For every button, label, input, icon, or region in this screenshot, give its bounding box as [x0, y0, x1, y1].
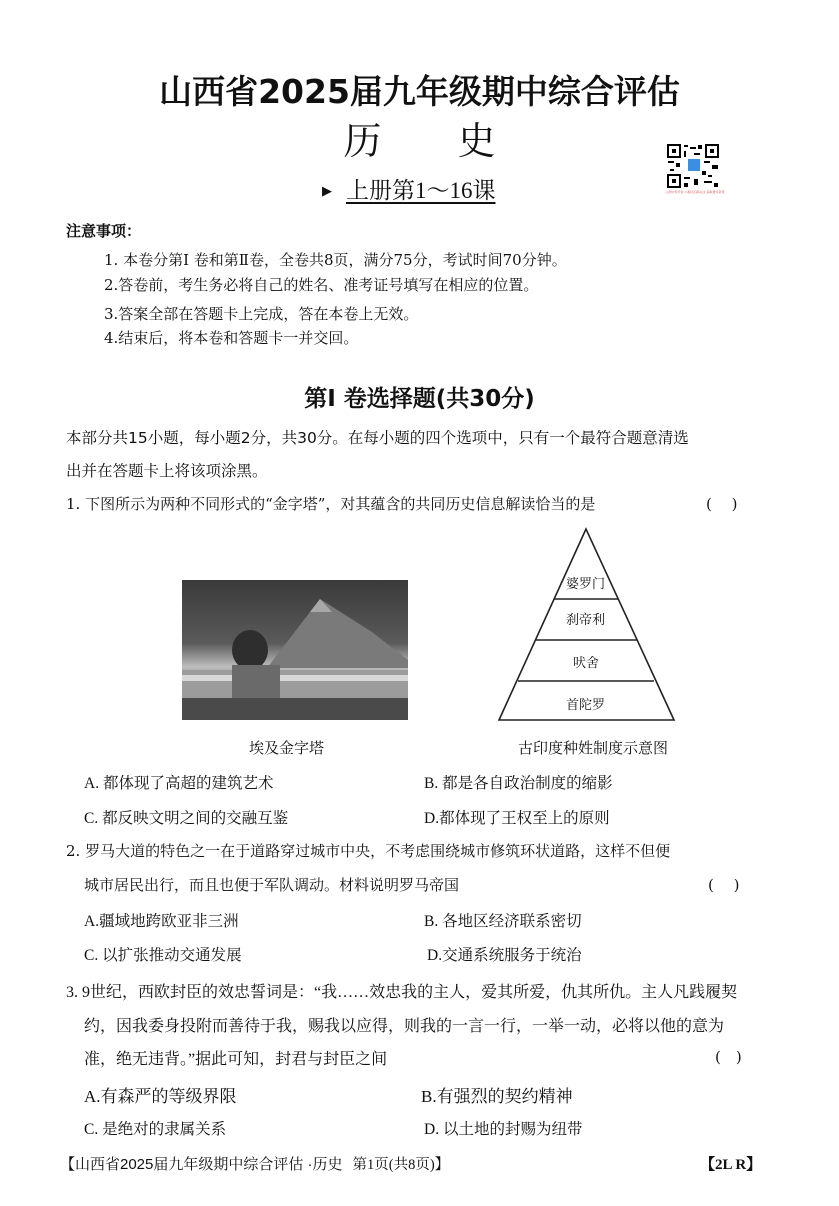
qr-caption: 山西中考平台 小程序扫码关注 获取更多资讯 — [665, 190, 725, 194]
notice-item: 2.答卷前，考生务必将自己的姓名、准考证号填写在相应的位置。 — [104, 276, 539, 294]
answer-blank: ( ) — [706, 495, 738, 513]
footer-exam-name: 【山西省2025届九年级期中综合评估 ·历史 — [60, 1156, 343, 1173]
caste-level-kshatriya: 刹帝利 — [566, 613, 606, 628]
figure-caption-caste: 古印度种姓制度示意图 — [518, 741, 669, 757]
caste-level-brahmin: 婆罗门 — [566, 577, 606, 592]
option-d[interactable]: D. 以土地的封赐为纽带 — [424, 1121, 583, 1138]
option-c[interactable]: C. 是绝对的隶属关系 — [84, 1121, 227, 1138]
option-b[interactable]: B. 都是各自政治制度的缩影 — [424, 775, 613, 792]
qr-code-icon[interactable] — [666, 143, 720, 189]
scope-line — [322, 172, 496, 205]
question-1-stem: 1. 下图所示为两种不同形式的“金字塔”，对其蕴含的共同历史信息解读恰当的是 — [66, 495, 596, 513]
notice-item: 1. 本卷分第Ⅰ 卷和第Ⅱ卷，全卷共8页，满分75分，考试时间70分钟。 — [104, 251, 567, 269]
option-d[interactable]: D.交通系统服务于统治 — [427, 947, 582, 964]
scope-label: 上册第1～16课 — [346, 178, 496, 203]
question-2-stem: 城市居民出行，而且也便于军队调动。材料说明罗马帝国 — [84, 876, 460, 894]
egypt-pyramid-photo — [182, 580, 408, 720]
section-title: 第Ⅰ 卷选择题(共30分) — [304, 386, 535, 412]
caste-level-vaishya: 吠舍 — [573, 656, 600, 671]
option-c[interactable]: C. 都反映文明之间的交融互鉴 — [84, 810, 289, 827]
caste-level-shudra: 首陀罗 — [566, 698, 606, 713]
question-3-stem: 约，因我委身投附而善待于我，赐我以应得，则我的一言一行，一举一动，必将以他的意为 — [84, 1018, 725, 1035]
question-3-stem: 3. 9世纪，西欧封臣的效忠誓词是：“我……效忠我的主人，爱其所爱，仇其所仇。主人凡践履契 — [66, 984, 738, 1001]
notice-item: 4.结束后，将本卷和答题卡一并交回。 — [104, 329, 359, 347]
question-3-stem: 准，绝无违背。”据此可知，封君与封臣之间 — [84, 1051, 388, 1068]
option-b[interactable]: B.有强烈的契约精神 — [421, 1087, 573, 1106]
question-2-stem: 2. 罗马大道的特色之一在于道路穿过城市中央，不考虑围绕城市修筑环状道路，这样不但便 — [66, 842, 671, 860]
option-b[interactable]: B. 各地区经济联系密切 — [424, 913, 582, 930]
answer-blank: ( ) — [715, 1048, 742, 1066]
footer-code: 【2L R】 — [700, 1157, 762, 1173]
exam-title: 山西省2025届九年级期中综合评估 — [159, 72, 680, 111]
answer-blank: ( ) — [708, 876, 740, 894]
option-c[interactable]: C. 以扩张推动交通发展 — [84, 947, 242, 964]
option-a[interactable]: A.疆域地跨欧亚非三洲 — [84, 913, 239, 930]
notice-item: 3.答案全部在答题卡上完成，答在本卷上无效。 — [104, 305, 419, 323]
figure-caption-egypt: 埃及金字塔 — [249, 741, 325, 757]
page-number: 第1页(共8页)】 — [352, 1157, 450, 1173]
subject-char: 历 — [343, 119, 382, 163]
option-a[interactable]: A. 都体现了高超的建筑艺术 — [84, 775, 274, 792]
option-a[interactable]: A.有森严的等级界限 — [84, 1087, 237, 1106]
section-intro: 本部分共15小题，每小题2分，共30分。在每小题的四个选项中，只有一个最符合题意清选 — [66, 429, 689, 447]
notice-heading: 注意事项： — [66, 222, 142, 240]
option-d[interactable]: D.都体现了王权至上的原则 — [424, 810, 610, 827]
subject-char: 史 — [457, 119, 496, 163]
section-intro: 出并在答题卡上将该项涂黑。 — [66, 462, 268, 480]
triangle-marker-icon: ▶ — [322, 183, 332, 198]
page-footer — [60, 1153, 449, 1174]
